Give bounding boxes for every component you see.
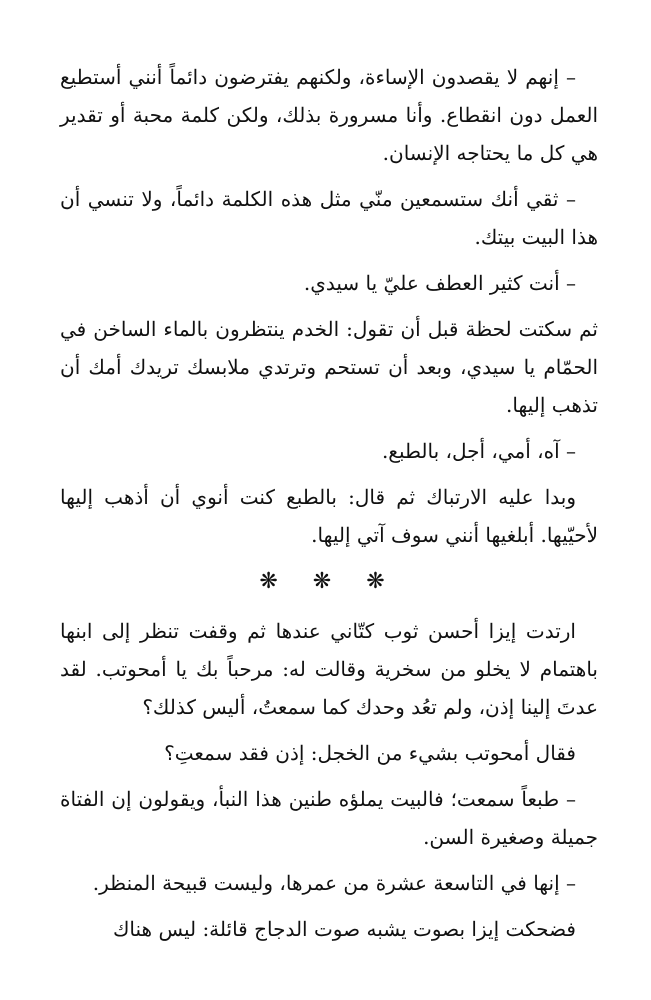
paragraph: – آه، أمي، أجل، بالطبع. xyxy=(381,439,576,463)
paragraph: ارتدت إيزا أحسن ثوب كتّاني عندها ثم وقفت تنظر إلى ابنها باهتمام لا يخلو من سخرية وقالت له: مرحباً بك يا أمحوتب. لقد عدتَ إلينا إذن، ولم تعُد وحدك كما سمعتُ، أليس كذلك؟ xyxy=(60,619,598,719)
paragraph: – ثقي أنك ستسمعين منّي مثل هذه الكلمة دائماً، ولا تنسي أن هذا البيت بيتك. xyxy=(60,187,598,249)
paragraph: فقال أمحوتب بشيء من الخجل: إذن فقد سمعتِ؟ xyxy=(164,741,576,765)
paragraph: – إنها في التاسعة عشرة من عمرها، وليست قبيحة المنظر. xyxy=(92,871,576,895)
asterism-icon: ❋ ❋ ❋ xyxy=(259,569,399,594)
paragraph: وبدا عليه الارتباك ثم قال: بالطبع كنت أنوي أن أذهب إليها لأحيّيها. أبلغيها أنني سوف آتي إليها. xyxy=(60,485,598,547)
paragraph: – طبعاً سمعت؛ فالبيت يملؤه طنين هذا النبأ، ويقولون إن الفتاة جميلة وصغيرة السن. xyxy=(60,787,598,849)
section-separator xyxy=(60,562,598,602)
paragraph: – أنت كثير العطف عليّ يا سيدي. xyxy=(303,271,576,295)
paragraph: فضحكت إيزا بصوت يشبه صوت الدجاج قائلة: ليس هناك xyxy=(112,917,576,941)
book-page xyxy=(60,58,598,956)
paragraph: ثم سكتت لحظة قبل أن تقول: الخدم ينتظرون بالماء الساخن في الحمّام يا سيدي، وبعد أن تستحم وترتدي ملابسك تريدك أمك أن تذهب إليها. xyxy=(60,317,598,417)
paragraph: – إنهم لا يقصدون الإساءة، ولكنهم يفترضون دائماً أنني أستطيع العمل دون انقطاع. وأنا مسرورة بذلك، ولكن كلمة محبة أو تقدير هي كل ما يحتاجه الإنسان. xyxy=(60,65,598,165)
